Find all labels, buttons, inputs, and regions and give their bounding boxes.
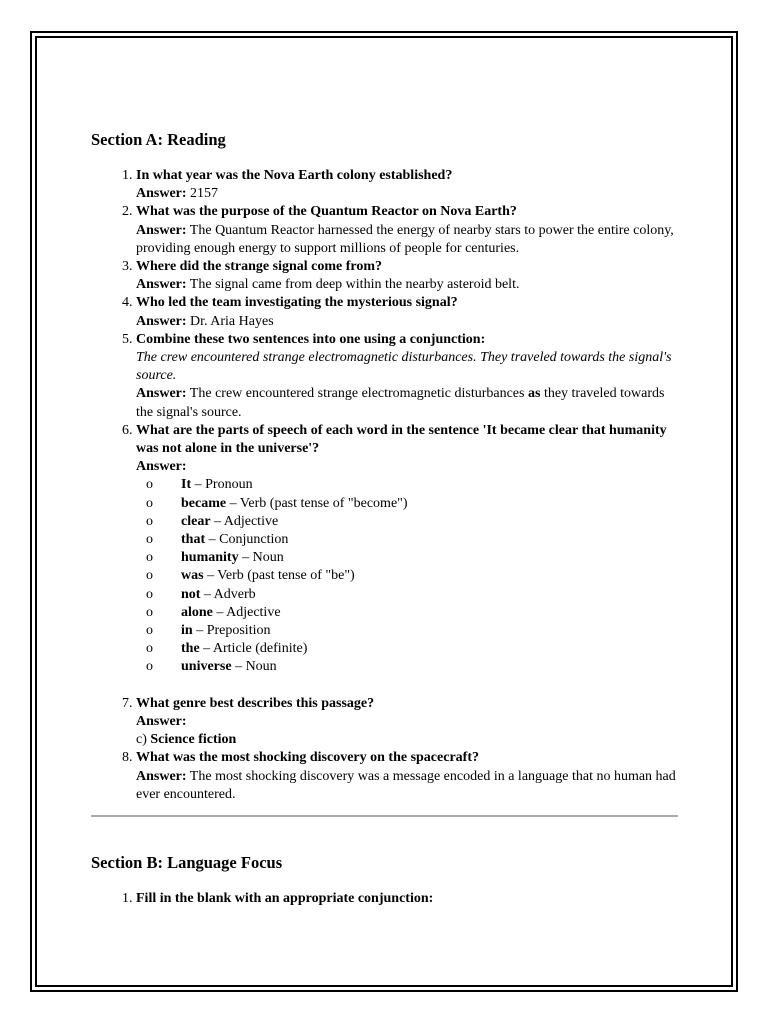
list-item: [136, 622, 681, 640]
parts-of-speech-list: [136, 476, 681, 676]
question-text: Who led the team investigating the mysterious signal?: [136, 295, 458, 311]
word: the: [181, 641, 200, 657]
word: It: [181, 477, 192, 493]
question-3: [136, 258, 681, 294]
section-a-heading: Section A: Reading: [91, 130, 226, 149]
answer-text: The signal came from deep within the nearby asteroid belt.: [189, 277, 520, 293]
section-b-questions: [91, 890, 681, 908]
part-of-speech: – Article (definite): [203, 641, 308, 657]
answer-label: Answer:: [136, 186, 187, 202]
question-text: What are the parts of speech of each word in the sentence 'It became clear that humanity was not alone in the universe'?: [136, 422, 667, 457]
answer-text: Dr. Aria Hayes: [190, 313, 274, 329]
part-of-speech: – Noun: [242, 550, 284, 566]
section-divider: [91, 815, 678, 817]
answer-text: 2157: [190, 186, 219, 202]
sentences-prompt: The crew encountered strange electromagnetic disturbances. They traveled towards the signal's source.: [136, 350, 672, 384]
answer-label: Answer:: [136, 277, 187, 293]
list-item: [136, 658, 681, 676]
answer-label: Answer:: [136, 313, 187, 329]
option-text: Science fiction: [150, 732, 237, 748]
list-item: [136, 476, 681, 494]
question-6: [136, 422, 681, 695]
answer-label: Answer:: [136, 768, 187, 784]
answer-label: Answer:: [136, 386, 187, 402]
option-letter: c): [136, 732, 147, 748]
answer-label: Answer:: [136, 713, 187, 729]
answer-text: The most shocking discovery was a message encoded in a language that no human had ever encountered.: [136, 768, 676, 802]
question-text: Where did the strange signal come from?: [136, 259, 383, 275]
question-text: Combine these two sentences into one using a conjunction:: [136, 331, 486, 347]
word: in: [181, 623, 193, 639]
question-text: Fill in the blank with an appropriate conjunction:: [136, 891, 434, 906]
part-of-speech: – Adverb: [203, 586, 256, 602]
part-of-speech: – Adjective: [214, 513, 279, 529]
question-8: [136, 749, 681, 804]
word: not: [181, 586, 201, 602]
word: became: [181, 495, 227, 511]
question-2: [136, 203, 681, 258]
part-of-speech: – Preposition: [196, 623, 271, 639]
section-a-questions: [91, 167, 681, 804]
question-1: [136, 890, 681, 908]
part-of-speech: – Adjective: [216, 604, 281, 620]
part-of-speech: – Pronoun: [194, 477, 253, 493]
question-text: In what year was the Nova Earth colony established?: [136, 168, 453, 183]
part-of-speech: – Verb (past tense of "become"): [229, 495, 408, 511]
list-item: [136, 604, 681, 622]
question-text: What genre best describes this passage?: [136, 695, 375, 711]
section-b-heading: Section B: Language Focus: [91, 853, 283, 872]
list-item: [136, 513, 681, 531]
list-item: [136, 586, 681, 604]
word: clear: [181, 513, 211, 529]
part-of-speech: – Noun: [235, 659, 277, 675]
word: was: [181, 568, 204, 584]
answer-text-before: The crew encountered strange electromagnetic disturbances: [189, 386, 525, 402]
part-of-speech: – Conjunction: [208, 532, 289, 548]
question-text: What was the purpose of the Quantum Reactor on Nova Earth?: [136, 204, 517, 220]
word: alone: [181, 604, 213, 620]
question-1: [136, 167, 681, 203]
list-item: [136, 567, 681, 585]
list-item: [136, 549, 681, 567]
spacer: [136, 677, 681, 695]
answer-label: Answer:: [136, 222, 187, 238]
word: that: [181, 532, 206, 548]
word: universe: [181, 659, 232, 675]
question-4: [136, 294, 681, 330]
word: humanity: [181, 550, 239, 566]
answer-conjunction: as: [527, 386, 541, 402]
question-7: [136, 695, 681, 750]
question-5: [136, 331, 681, 422]
list-item: [136, 495, 681, 513]
answer-text-after: they traveled towards the signal's source.: [136, 386, 665, 420]
answer-text: The Quantum Reactor harnessed the energy of nearby stars to power the entire colony, providing enough energy to support millions of people for centuries.: [136, 222, 674, 256]
list-item: [136, 531, 681, 549]
list-item: [136, 640, 681, 658]
question-text: What was the most shocking discovery on the spacecraft?: [136, 750, 479, 766]
part-of-speech: – Verb (past tense of "be"): [207, 568, 355, 584]
answer-label: Answer:: [136, 459, 187, 475]
